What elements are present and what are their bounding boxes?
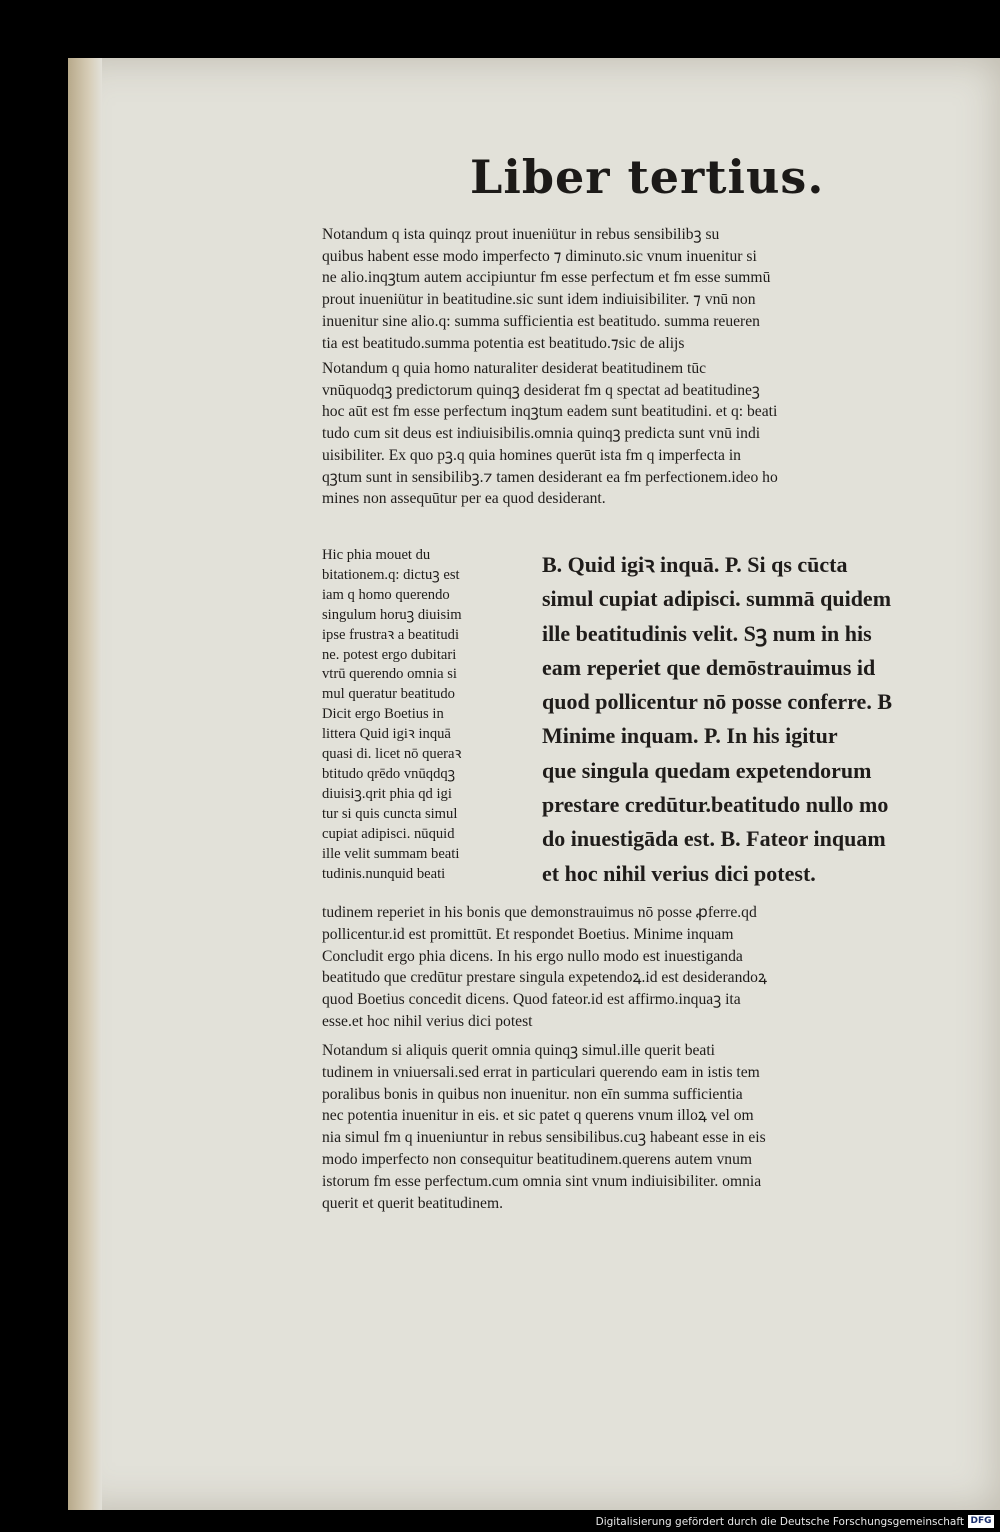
commentary-mid-line: vnūquodqꝫ predictorum quinqꝫ desiderat fm q spectat ad beatitudineꝫ [322,381,760,399]
commentary-last-line: Notandum si aliquis querit omnia quinqꝫ simul.ille querit beati [322,1042,715,1059]
commentary-bottom-line: esse.et hoc nihil verius dici potest [322,1012,533,1030]
dfg-logo: DFG [968,1515,994,1528]
commentary-mid-line: qꝫtum sunt in sensibilibꝫ.⁊ tamen desiderant ea fm perfectionem.ideo ho [322,468,778,486]
commentary-mid-line: mines non assequūtur per ea quod desiderant. [322,490,606,508]
commentary-final [322,1040,924,1214]
commentary-mid-line: Notandum q quia homo naturaliter desiderat beatitudinem tūc [322,360,707,377]
text-main-line: prestare credūtur.beatitudo nullo mo [542,792,889,818]
gloss-left-line: ipse frustraꝛ a beatitudi [322,626,459,643]
commentary-mid-line: uisibiliter. Ex quo pꝫ.q quia homines querūt ista fm q imperfecta in [322,446,741,464]
commentary-top-line: ne alio.inqꝫtum autem accipiuntur fm esse perfectum et fm esse summū [322,269,771,287]
text-main-line: Minime inquam. P. In his igitur [542,723,838,749]
commentary-top-line: tia est beatitudo.summa potentia est beatitudo.⁊sic de alijs [322,334,685,352]
commentary-last-line: istorum fm esse perfectum.cum omnia sint vnum indiuisibiliter. omnia [322,1172,762,1190]
gloss-left-line: quasi di. licet nō queraꝛ [322,746,462,763]
commentary-mid-line: hoc aūt est fm esse perfectum inqꝫtum eadem sunt beatitudini. et q: beati [322,403,778,421]
gloss-left-line: bitationem.q: dictuꝫ est [322,566,460,583]
gloss-left-line: btitudo qrēdo vnūqdqꝫ [322,765,456,782]
gloss-left-line: iam q homo querendo [322,586,450,603]
commentary-top-line: prout inueniütur in beatitudine.sic sunt idem indiuisibiliter. ⁊ vnū non [322,291,756,309]
commentary-last-line: nia simul fm q inueniuntur in rebus sensibilibus.cuꝫ habeant esse in eis [322,1129,766,1147]
gloss-left-line: tudinis.nunquid beati [322,865,446,882]
text-main-line: do inuestigāda est. B. Fateor inquam [542,826,886,852]
main-text-column [542,548,924,891]
gloss-left-line: tur si quis cuncta simul [322,805,458,822]
commentary-bottom-line: quod Boetius concedit dicens. Quod fateor.id est affirmo.inquaꝫ ita [322,991,741,1009]
commentary-top [322,224,924,354]
marginal-gloss [322,546,544,884]
text-main-line: que singula quedam expetendorum [542,757,872,783]
gloss-left-line: vtrū querendo omnia si [322,666,457,683]
gloss-left-line: mul queratur beatitudo [322,686,455,703]
commentary-top-line: Notandum q ista quinqz prout inueniütur in rebus sensibilibꝫ su [322,226,720,243]
commentary-last-line: poralibus bonis in quibus non inuenitur. non eīn summa sufficientia [322,1085,743,1103]
gloss-left-line: Hic phia mouet du [322,547,431,563]
text-main-line: quod pollicentur nō posse conferre. B [542,689,892,715]
commentary-last-line: querit et querit beatitudinem. [322,1194,504,1212]
commentary-bottom-line: beatitudo que credūtur prestare singula expetendoꝝ.id est desiderandoꝝ [322,969,767,987]
commentary-top-line: inuenitur sine alio.q: summa sufficientia est beatitudo. summa reueren [322,312,760,330]
gloss-left-line: ille velit summam beati [322,845,460,862]
commentary-middle [322,358,924,510]
gloss-left-line: ne. potest ergo dubitari [322,646,457,663]
commentary-last-line: nec potentia inuenitur in eis. et sic patet q querens vnum illoꝝ vel om [322,1107,754,1125]
commentary-bottom-line: pollicentur.id est promittūt. Et respondet Boetius. Minime inquam [322,925,734,943]
commentary-last-line: modo imperfecto non consequitur beatitudinem.querens autem vnum [322,1150,753,1168]
running-title: Liber tertius. [470,150,825,204]
text-main-line: et hoc nihil verius dici potest. [542,860,816,886]
gloss-left-line: Dicit ergo Boetius in [322,706,444,723]
page-gutter-edge [68,58,102,1510]
commentary-last-line: tudinem in vniuersali.sed errat in particulari querendo eam in istis tem [322,1063,760,1081]
commentary-mid-line: tudo cum sit deus est indiuisibilis.omnia quinqꝫ predicta sunt vnū indi [322,425,761,443]
gloss-left-line: cupiat adipisci. nūquid [322,825,455,842]
text-main-line: eam reperiet que demōstrauimus id [542,654,876,680]
commentary-top-line: quibus habent esse modo imperfecto ⁊ diminuto.sic vnum inuenitur si [322,247,757,265]
commentary-bottom-line: Concludit ergo phia dicens. In his ergo nullo modo est inuestiganda [322,947,743,965]
text-main-line: ille beatitudinis velit. Sꝫ num in his [542,620,872,646]
gloss-left-line: littera Quid igiꝛ inquā [322,726,451,743]
text-main-line: simul cupiat adipisci. summā quidem [542,586,892,612]
gloss-left-line: singulum horuꝫ diuisim [322,606,462,623]
text-main-line: B. Quid igiꝛ inquā. P. Si qs cūcta [542,552,848,577]
gloss-left-line: diuisiꝫ.qrit phia qd igi [322,785,452,802]
footer-credit: Digitalisierung gefördert durch die Deutsche Forschungsgemeinschaft [595,1516,964,1528]
commentary-bottom [322,902,924,1033]
commentary-bottom-line: tudinem reperiet in his bonis que demonstrauimus nō posse ꝓferre.qd [322,904,757,921]
